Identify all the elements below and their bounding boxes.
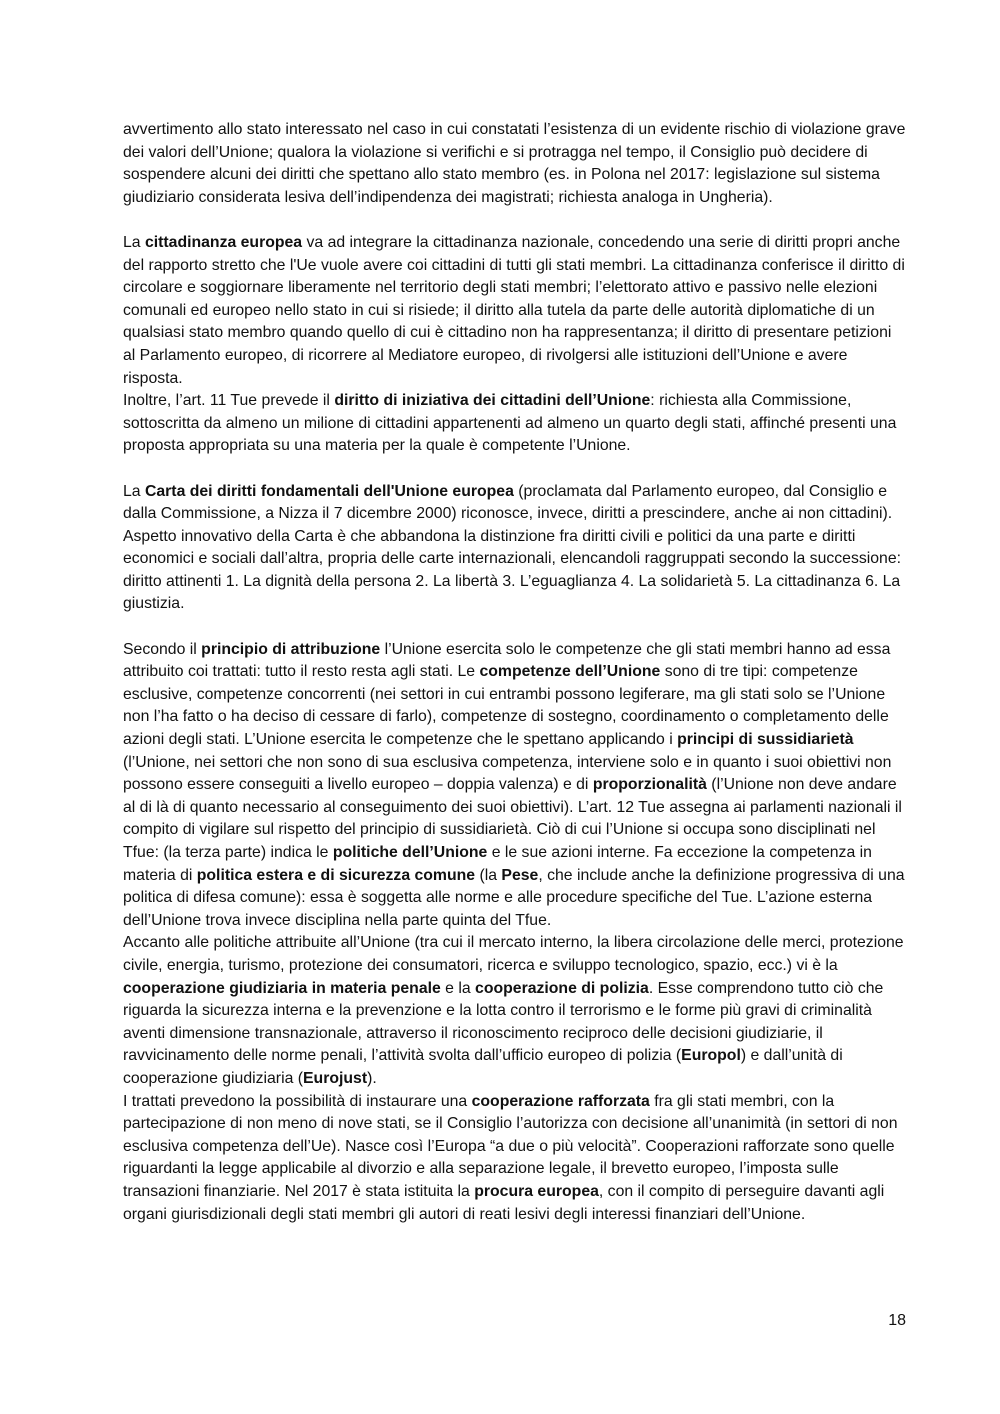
text-span: , che include anche la definizione progressiva di una politica di difesa comune): essa è soggetta alle norme e alle procedure specifiche del Tue. L’azione esterna dell’Unione trova invece disciplina nella parte quinta del Tfue.: [123, 866, 905, 929]
bold-term: proporzionalità: [592, 776, 707, 794]
bold-term: cooperazione giudiziaria in materia penale: [123, 979, 441, 997]
text-span: e le sue azioni interne. Fa eccezione la competenza in materia di: [123, 844, 872, 884]
text-span: La: [123, 233, 145, 251]
bold-term: principi di sussidiarietà: [677, 731, 854, 749]
paragraph-gap: [123, 616, 907, 639]
text-span: sono di tre tipi: competenze esclusive, competenze concorrenti (nei settori in cui entrambi possono legiferare, ma gli stati solo se l’Unione non l’ha fatto o ha deciso di cessare di farlo), competenze di sostegno, coordinamento o completamento delle azioni degli stati. L’Unione esercita le competenze che le spettano applicando i: [123, 663, 889, 749]
bold-term: procura europea: [474, 1182, 599, 1200]
bold-term: cittadinanza europea: [144, 233, 303, 251]
page-body: [123, 119, 907, 1226]
paragraph-european-citizenship: [123, 232, 907, 390]
bold-term: politiche dell’Unione: [332, 844, 488, 861]
text-span: Secondo il: [123, 640, 202, 658]
text-span: I trattati prevedono la possibilità di instaurare una: [123, 1092, 472, 1110]
text-span: fra gli stati membri, con la partecipazione di non meno di nove stati, se il Consiglio l’autorizza con decisione all’unanimità (in settori di non esclusiva competenza dell’Ue). Nasce così l’Europa “a due o più velocità”. Cooperazioni rafforzate sono quelle riguardanti la legge applicabile al divorzio e alla separazione legale, il brevetto europeo, l’imposta sulle transazioni finanziarie. Nel 2017 è stata istituita la: [123, 1092, 898, 1200]
bold-term: principio di attribuzione: [201, 640, 381, 658]
paragraph-citizens-initiative: [123, 390, 907, 458]
text-span: l’Unione esercita solo le competenze che gli stati membri hanno ad essa attribuito coi trattati: tutto il resto resta agli stati. Le: [123, 640, 891, 681]
bold-term: Europol: [681, 1047, 741, 1065]
text-span: ) e dall’unità di cooperazione giudiziaria (: [123, 1047, 843, 1087]
text-span: ).: [367, 1069, 377, 1087]
paragraph-competences: [123, 639, 907, 933]
text-span: La: [123, 482, 145, 500]
text-span: : richiesta alla Commissione, sottoscritta da almeno un milione di cittadini appartenenti ad almeno un quarto degli stati, affinché presenti una proposta appropriata su una materia per la quale è competente l’Unione.: [123, 392, 897, 455]
paragraph-sanctions: [123, 119, 907, 209]
bold-term: politica estera e di sicurezza comune: [196, 866, 476, 884]
text-span: (proclamata dal Parlamento europeo, dal Consiglio e dalla Commissione, a Nizza il 7 dicembre 2000) riconosce, invece, diritti a prescindere, anche ai non cittadini). Aspetto innovativo della Carta è che abbandona la distinzione fra diritti civili e politici da una parte e diritti economici e sociali dall’altra, propria delle carte internazionali, elencandoli raggruppati secondo la successione: diritto attinenti 1. La dignità della persona 2. La libertà 3. L’eguaglianza 4. La solidarietà 5. La cittadinanza 6. La giustizia.: [123, 482, 902, 613]
text-span: e la: [440, 979, 476, 997]
bold-term: Carta dei diritti fondamentali dell'Unione europea: [144, 482, 514, 500]
bold-term: diritto di iniziativa dei cittadini dell’Unione: [334, 392, 651, 410]
text-span: . Esse comprendono tutto ciò che riguarda la sicurezza interna e la prevenzione e la lotta contro il terrorismo e le forme più gravi di criminalità aventi dimensione transnazionale, attraverso il riconoscimento reciproco delle decisioni giudiziarie, il ravvicinamento delle norme penali, l’attività svolta dall’ufficio europeo di polizia (: [123, 979, 884, 1065]
paragraph-charter: [123, 481, 907, 617]
paragraph-enhanced-cooperation: [123, 1091, 907, 1227]
text-span: (l’Unione, nei settori che non sono di sua esclusiva competenza, interviene solo e in quanto i suoi obiettivi non possono essere conseguiti a livello europeo – doppia valenza) e di: [123, 753, 892, 794]
paragraph-judicial-cooperation: [123, 932, 907, 1090]
text-span: (la: [475, 866, 502, 884]
paragraph-gap: [123, 458, 907, 481]
text-span: Accanto alle politiche attribuite all’Unione (tra cui il mercato interno, la libera circolazione delle merci, protezione civile, energia, turismo, protezione dei consumatori, ricerca e sviluppo tecnologico, spazio, ecc.) vi è la: [123, 934, 904, 974]
bold-term: Eurojust: [303, 1069, 368, 1087]
text-span: (l’Unione non deve andare al di là di quanto necessario al conseguimento dei suoi obiettivi). L’art. 12 Tue assegna ai parlamenti nazionali il compito di vigilare sul rispetto del principio di sussidiarietà. Ciò di cui l’Unione si occupa sono disciplinati nel Tfue: (la terza parte) indica le: [123, 776, 902, 861]
bold-term: competenze dell’Unione: [479, 663, 661, 681]
page-number: 18: [888, 1312, 906, 1329]
text-span: va ad integrare la cittadinanza nazionale, concedendo una serie di diritti propri anche del rapporto stretto che l'Ue vuole avere coi cittadini di tutti gli stati membri. La cittadinanza conferisce il diritto di circolare e soggiornare liberamente nel territorio degli stati membri; l’elettorato attivo e passivo nelle elezioni comunali ed europeo nello stato in cui si risiede; il diritto alla tutela da parte delle autorità diplomatiche di un qualsiasi stato membro quando quello di cui è cittadino non ha rappresentanza; il diritto di presentare petizioni al Parlamento europeo, di ricorrere al Mediatore europeo, di rivolgersi alle istituzioni dell’Unione e avere risposta.: [123, 233, 905, 387]
text-span: avvertimento allo stato interessato nel caso in cui constatati l’esistenza di un evidente rischio di violazione grave dei valori dell’Unione; qualora la violazione si verifichi e si protragga nel tempo, il Consiglio può decidere di sospendere alcuni dei diritti che spettano allo stato membro (es. in Polona nel 2017: legislazione sul sistema giudiziario considerata lesiva dell’indipendenza dei magistrati; richiesta analoga in Ungheria).: [123, 121, 906, 206]
text-span: Inoltre, l’art. 11 Tue prevede il: [123, 392, 335, 410]
text-span: , con il compito di perseguire davanti agli organi giurisdizionali degli stati membri gli autori di reati lesivi degli interessi finanziari dell’Unione.: [123, 1182, 885, 1223]
bold-term: cooperazione di polizia: [475, 979, 649, 997]
bold-term: Pese: [501, 866, 539, 884]
bold-term: cooperazione rafforzata: [471, 1092, 650, 1110]
paragraph-gap: [123, 209, 907, 232]
